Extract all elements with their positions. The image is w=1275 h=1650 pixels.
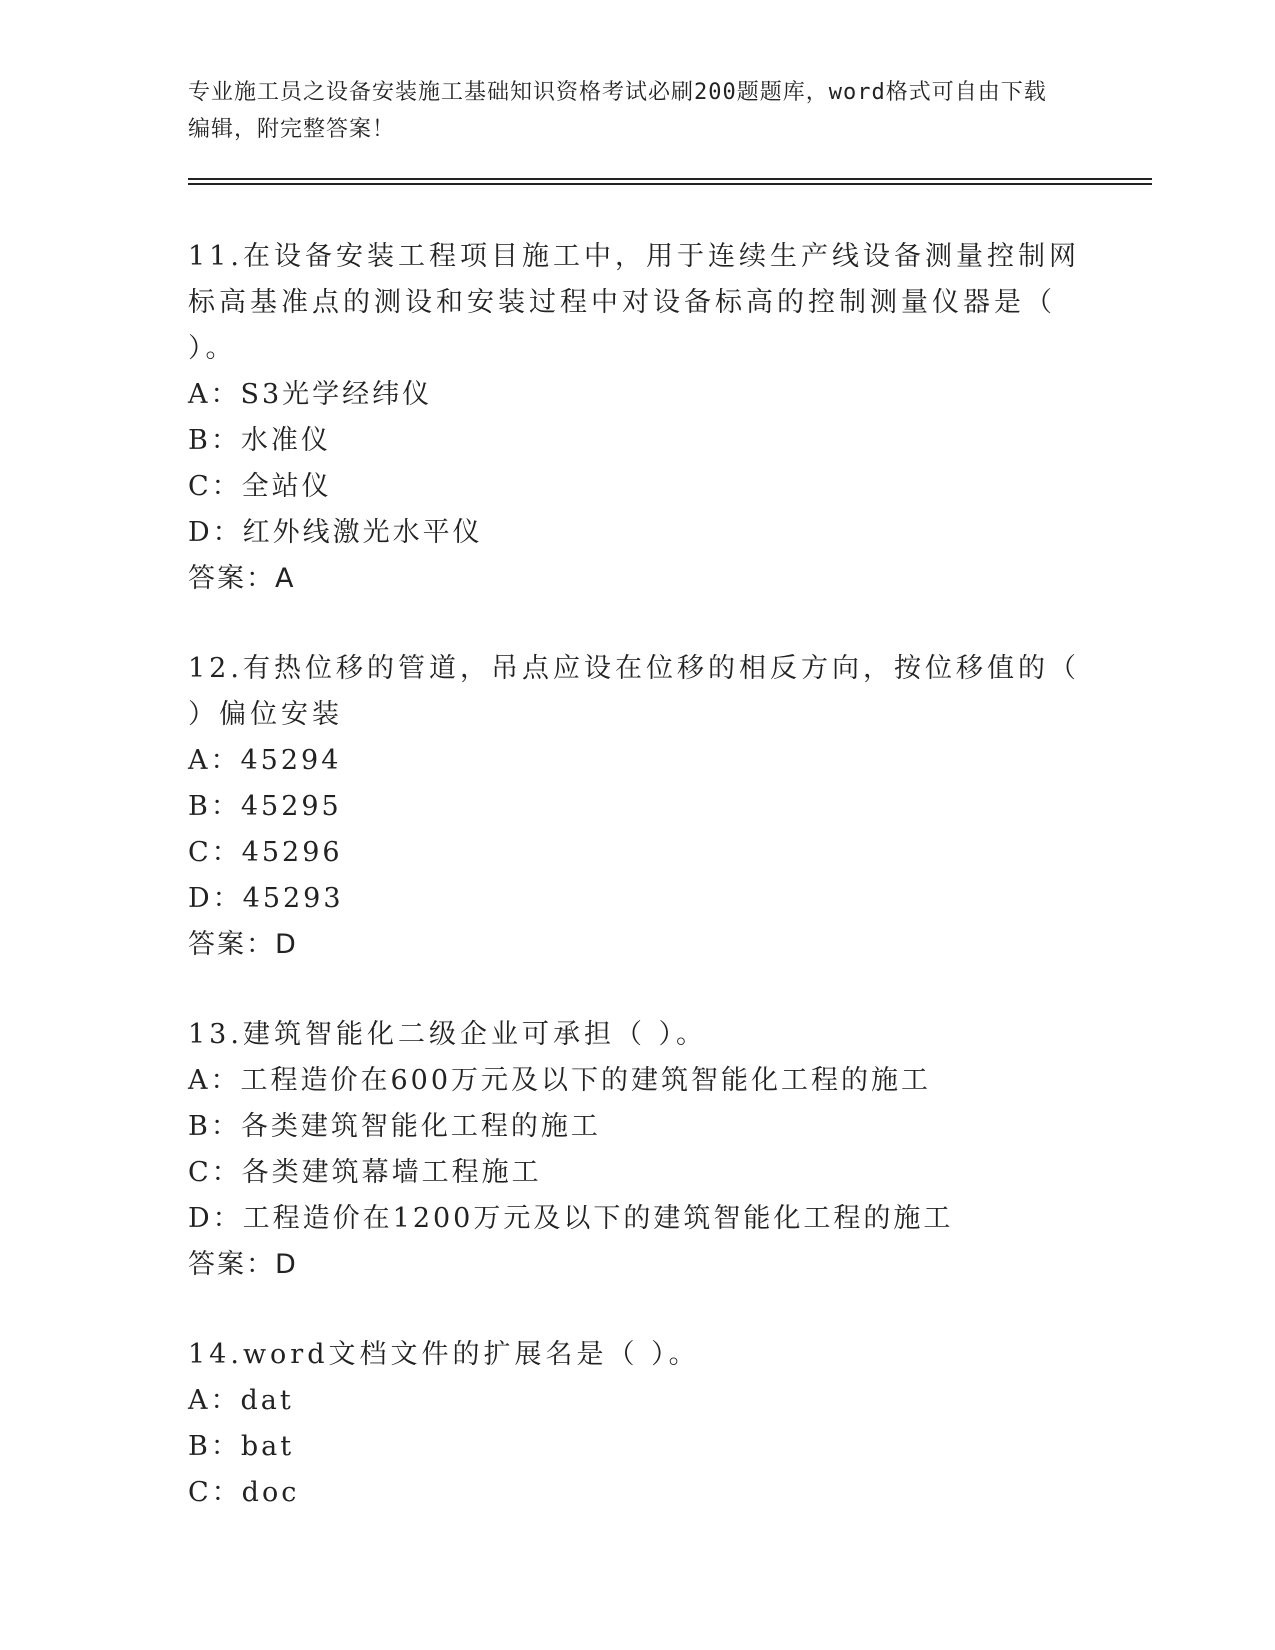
option-d: D：45293 — [188, 883, 344, 914]
option-c: C：doc — [188, 1477, 300, 1508]
question-stem: 11.在设备安装工程项目施工中，用于连续生产线设备测量控制网标高基准点的测设和安装过程中对设备标高的控制测量仪器是（ ）。 — [188, 241, 1080, 364]
question-13 — [188, 1012, 1088, 1288]
option-a: A：dat — [188, 1385, 294, 1416]
option-b: B：各类建筑智能化工程的施工 — [188, 1111, 601, 1142]
option-b: B：水准仪 — [188, 425, 331, 456]
option-a: A：45294 — [188, 745, 342, 776]
option-d: D：工程造价在1200万元及以下的建筑智能化工程的施工 — [188, 1203, 954, 1234]
option-d: D：红外线激光水平仪 — [188, 517, 483, 548]
answer: 答案：A — [188, 563, 296, 594]
option-c: C：各类建筑幕墙工程施工 — [188, 1157, 542, 1188]
option-c: C：45296 — [188, 837, 343, 868]
question-14 — [188, 1332, 1088, 1516]
header-rule-bottom — [188, 183, 1152, 185]
question-12 — [188, 646, 1088, 968]
answer: 答案：D — [188, 929, 298, 960]
option-a: A：S3光学经纬仪 — [188, 379, 433, 410]
option-a: A：工程造价在600万元及以下的建筑智能化工程的施工 — [188, 1065, 932, 1096]
option-b: B：bat — [188, 1431, 295, 1462]
question-11 — [188, 234, 1088, 602]
document-header: 专业施工员之设备安装施工基础知识资格考试必刷200题题库，word格式可自由下载编辑，附完整答案！ — [188, 80, 1047, 142]
question-stem: 12.有热位移的管道，吊点应设在位移的相反方向，按位移值的（ ）偏位安装 — [188, 653, 1080, 730]
option-c: C：全站仪 — [188, 471, 332, 502]
question-stem: 13.建筑智能化二级企业可承担（ ）。 — [188, 1019, 708, 1050]
header-rule-top — [188, 178, 1152, 180]
answer: 答案：D — [188, 1249, 298, 1280]
question-list — [188, 234, 1088, 1560]
option-b: B：45295 — [188, 791, 342, 822]
question-stem: 14.word文档文件的扩展名是（ ）。 — [188, 1339, 700, 1370]
